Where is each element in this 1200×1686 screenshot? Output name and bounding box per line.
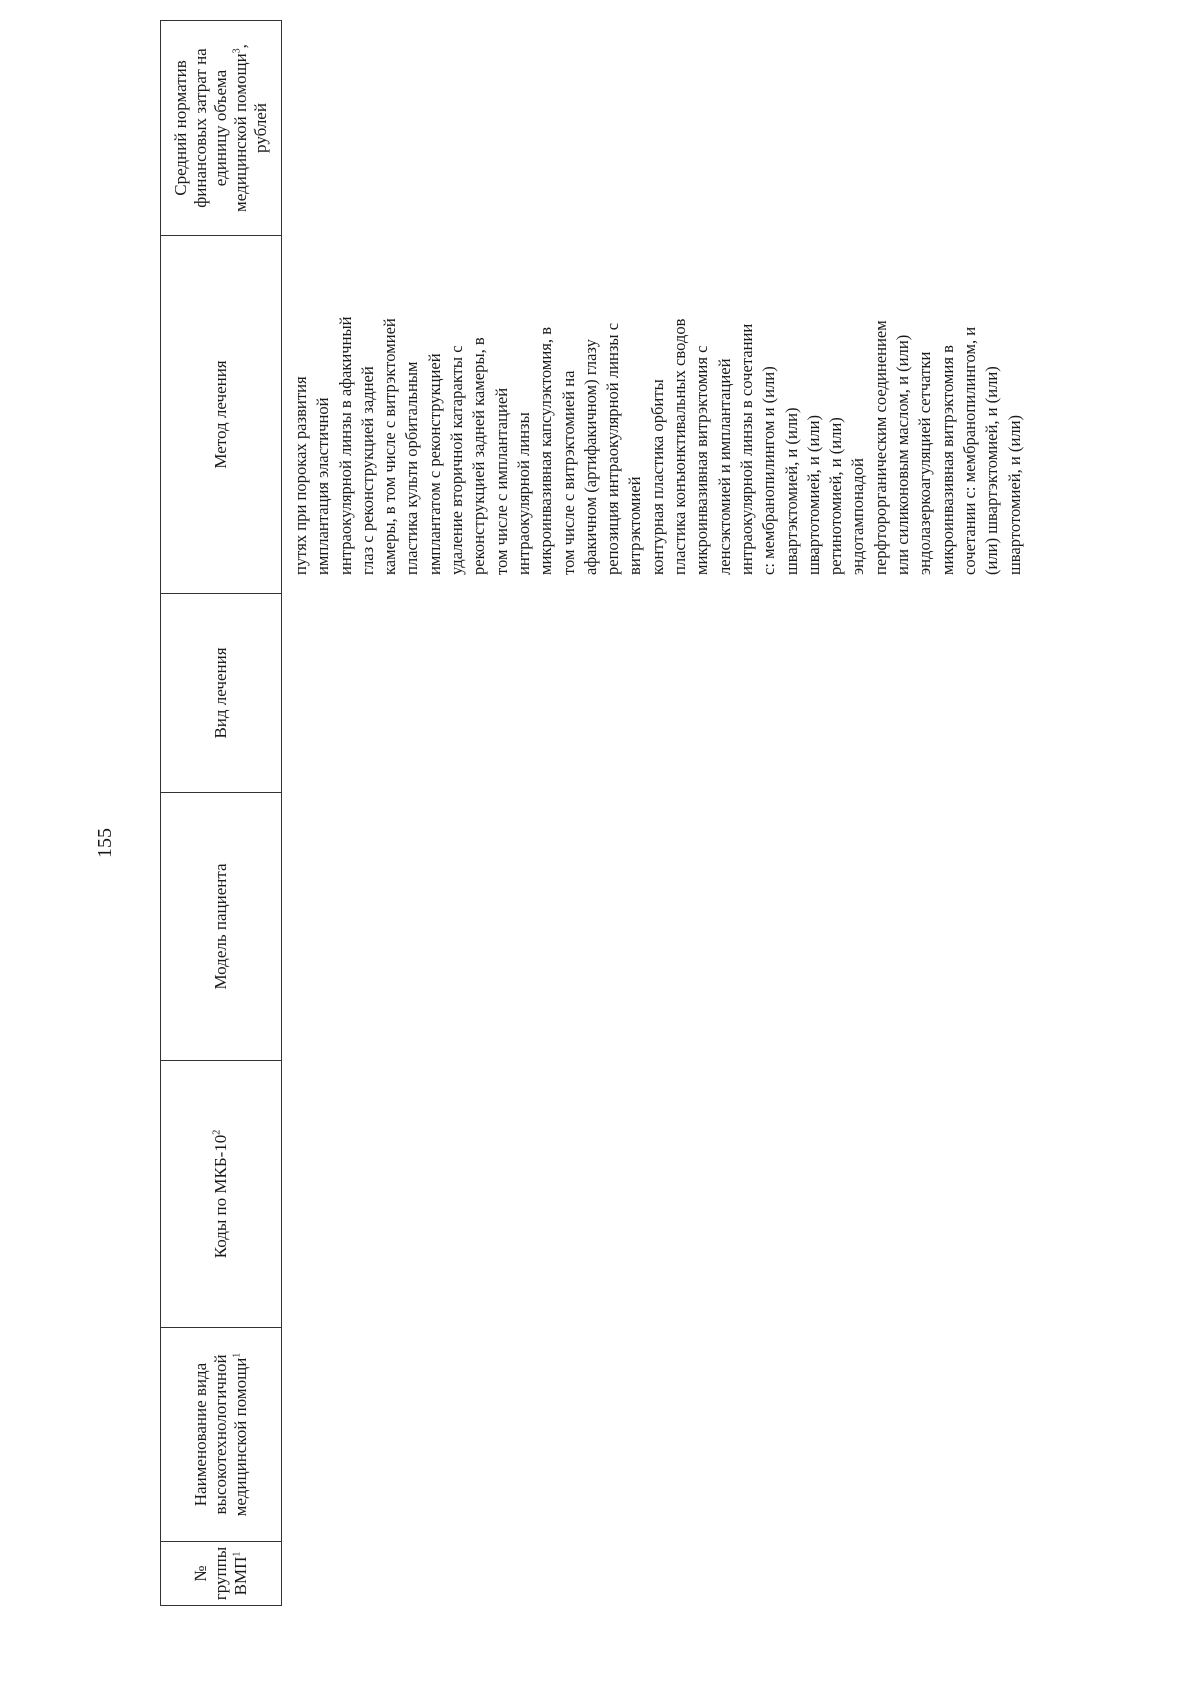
- method-line: пластика культи орбитальным: [402, 361, 422, 575]
- method-line: афакичном (артифакичном) глазу: [580, 339, 600, 575]
- method-line: имплантация эластичной: [313, 397, 333, 575]
- method-line: ретинотомией, и (или): [826, 417, 846, 575]
- method-line: микроинвазивная капсулэктомия, в: [536, 326, 556, 575]
- method-line: витрэктомией: [625, 476, 645, 575]
- method-line: микроинвазивная витрэктомия с: [692, 345, 712, 575]
- header-treatment-type: Вид лечения: [161, 594, 282, 793]
- header-vmp-name: Наименование вида высокотехнологичной медицинской помощи$^1$: [161, 1328, 282, 1542]
- method-line: имплантатом с реконструкцией: [424, 353, 444, 575]
- method-line: удаление вторичной катаракты с: [447, 345, 467, 575]
- header-cost-standard: Средний норматив финансовых затрат на единицу объема медицинской помощи$^3$, рублей: [161, 21, 282, 236]
- method-line: перфторорганическим соединением: [870, 320, 890, 575]
- method-line: том числе с витрэктомией на: [558, 370, 578, 575]
- method-line: пластика конъюнктивальных сводов: [670, 318, 690, 575]
- vmp-table: [160, 20, 282, 1606]
- method-line: с: мембранопилингом и (или): [759, 366, 779, 575]
- method-line: швартотомией, и (или): [1004, 414, 1024, 575]
- method-line: сочетании с: мембранопилингом, и: [959, 326, 979, 575]
- page-number: 155: [94, 828, 116, 858]
- method-line: путях при пороках развития: [291, 376, 310, 575]
- method-line: микроинвазивная витрэктомия в: [937, 345, 957, 575]
- method-line: глаз с реконструкцией задней: [357, 366, 377, 575]
- method-line: или силиконовым маслом, и (или): [893, 334, 913, 575]
- method-line: интраокулярной линзы в афакичный: [335, 316, 355, 575]
- treatment-method-list: [290, 229, 1026, 575]
- method-line: камеры, в том числе с витрэктомией: [380, 318, 400, 575]
- method-line: ленсэктомией и имплантацией: [714, 358, 734, 575]
- header-icd-codes: Коды по МКБ-$10^2$: [161, 1061, 282, 1328]
- method-line: реконструкцией задней камеры, в: [469, 337, 489, 575]
- method-line: том числе с имплантацией: [491, 387, 511, 575]
- method-line: швартотомией, и (или): [803, 414, 823, 575]
- table-header-row: [161, 21, 282, 1606]
- method-line: (или) швартэктомией, и (или): [982, 366, 1002, 575]
- method-line: интраокулярной линзы: [513, 412, 533, 575]
- header-patient-model: Модель пациента: [161, 793, 282, 1061]
- header-group-number: № группы ВМП$^1$: [161, 1542, 282, 1606]
- method-line: эндотампонадой: [848, 458, 868, 575]
- header-treatment-method: Метод лечения: [161, 236, 282, 594]
- method-line: эндолазеркоагуляцией сетчатки: [915, 351, 935, 575]
- method-line: репозиция интраокулярной линзы с: [603, 322, 623, 575]
- method-line: швартэктомией, и (или): [781, 407, 801, 575]
- method-line: контурная пластика орбиты: [647, 379, 667, 575]
- method-line: интраокулярной линзы в сочетании: [736, 323, 756, 575]
